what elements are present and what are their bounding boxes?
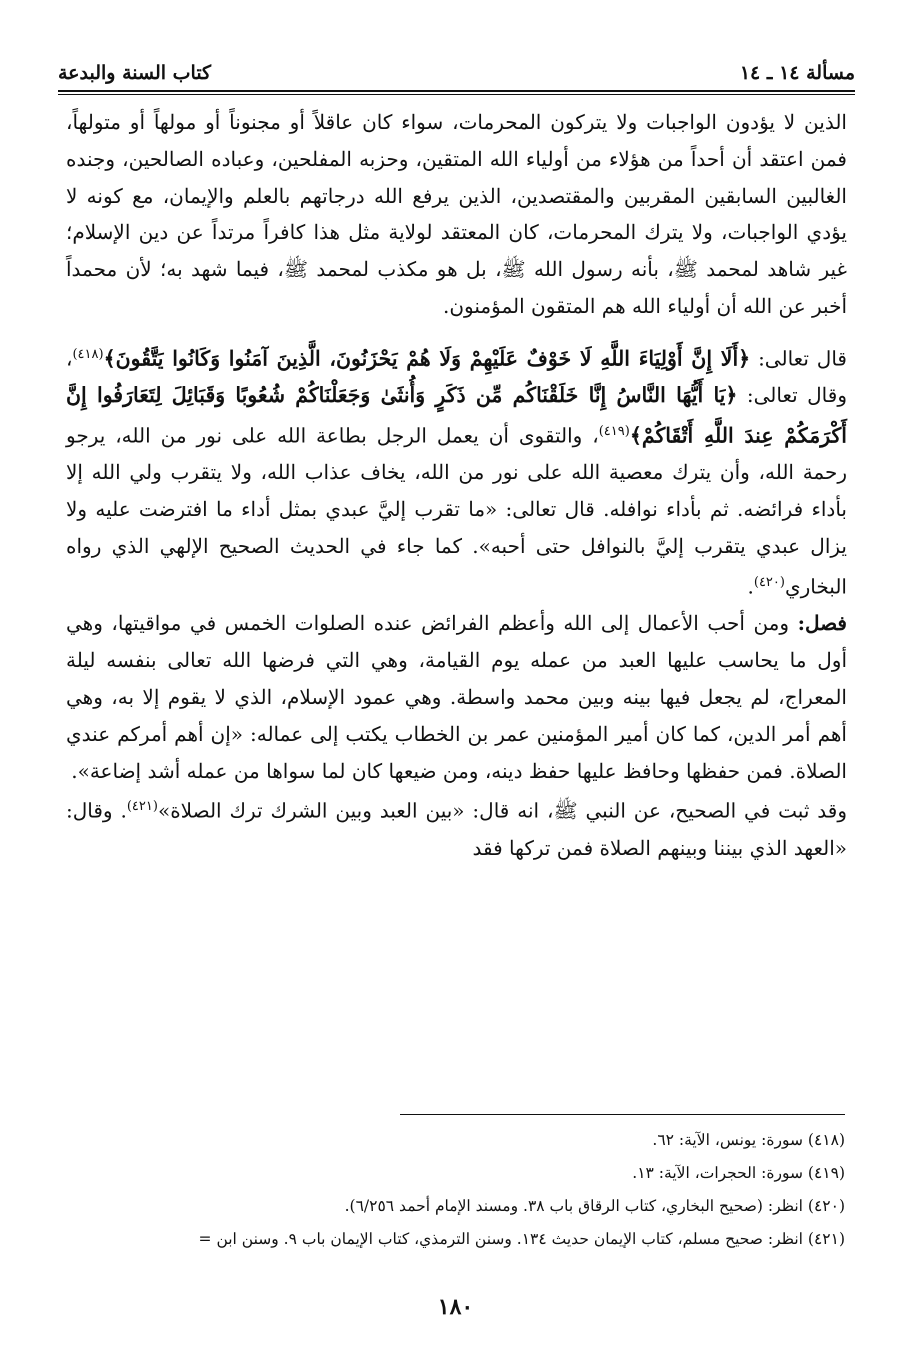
paragraph-2 bbox=[66, 337, 847, 606]
footnote-ref-419: (٤١٩) bbox=[598, 424, 630, 440]
quran-verse-1: ﴿أَلَا إِنَّ أَوْلِيَاءَ اللَّهِ لَا خَوْفٌ عَلَيْهِمْ وَلَا هُمْ يَحْزَنُونَ، الَّذِينَ آمَنُوا وَكَانُوا يَتَّقُونَ﴾ bbox=[103, 346, 751, 371]
footnote-ref-418: (٤١٨) bbox=[72, 346, 104, 362]
paragraph-1: الذين لا يؤدون الواجبات ولا يتركون المحرمات، سواء كان عاقلاً أو مجنوناً أو مولهاً أو متولهاً، فمن اعتقد أن أحداً من هؤلاء من أولياء الله المتقين، وحزبه المفلحين، وعباده الصالحين، وجنده الغالبين السابقين المقربين والمقتصدين، الذين يرفع الله درجاتهم بالعلم والإيمان، مع كونه لا يؤدي الواجبات، ولا يترك المحرمات، كان المعتقد لولاية مثل هذا كافراً مرتداً عن دين الإسلام؛ غير شاهد لمحمد ﷺ، بأنه رسول الله ﷺ، بل هو مكذب لمحمد ﷺ، فيما شهد به؛ لأن محمداً أخبر عن الله أن أولياء الله هم المتقون المؤمنون. bbox=[66, 110, 847, 318]
footnote-421: (٤٢١) انظر: صحيح مسلم، كتاب الإيمان حديث ١٣٤. وسنن الترمذي، كتاب الإيمان باب ٩. وسنن ابن = bbox=[198, 1230, 845, 1248]
paragraph-2-body: ، والتقوى أن يعمل الرجل بطاعة الله على نور من الله، يرجو رحمة الله، وأن يترك معصية الله على نور من الله، يخاف عذاب الله، ولا يتقرب ولي الله إلا بأداء فرائضه. ثم بأداء نوافله. قال تعالى: «ما تقرب إليَّ عبدي بمثل أداء ما افترضت عليه ولا يزال عبدي يتقرب إليَّ بالنوافل حتى أحبه». كما جاء في الحديث الصحيح الإلهي الذي رواه البخاري bbox=[66, 423, 847, 599]
book-title: كتاب السنة والبدعة bbox=[58, 62, 212, 84]
running-header bbox=[58, 40, 855, 84]
paragraph-3-text: ومن أحب الأعمال إلى الله وأعظم الفرائض عنده الصلوات الخمس في مواقيتها، وهي أول ما يحاسب عليها العبد من عمله يوم القيامة، وهي التي فرضها الله تعالى بنفسه ليلة المعراج، لم يجعل فيها بينه وبين محمد واسطة. وهي عمود الإسلام، الذي لا يقوم إلا به، وهي أهم أمر الدين، كما كان أمير المؤمنين عمر بن الخطاب يكتب إلى عماله: «إن أهم أمركم عندي الصلاة. فمن حفظها وحافظ عليها حفظ دينه، ومن ضيعها كان لما سواها من عمله أشد إضاعة». bbox=[66, 611, 847, 783]
header-rule-thin bbox=[58, 94, 855, 95]
page-number: ١٨٠ bbox=[437, 1294, 474, 1320]
footnote-418: (٤١٨) سورة: يونس، الآية: ٦٢. bbox=[652, 1131, 845, 1149]
paragraph-2-intro: قال تعالى: bbox=[750, 346, 847, 371]
paragraph-3 bbox=[66, 605, 847, 789]
footnote-ref-420: (٤٢٠) bbox=[753, 574, 785, 590]
main-text bbox=[66, 104, 847, 867]
footnote-419: (٤١٩) سورة: الحجرات، الآية: ١٣. bbox=[632, 1164, 845, 1182]
quran-verse-2: ﴿يَا أَيُّهَا النَّاسُ إِنَّا خَلَقْنَاكُم مِّن ذَكَرٍ وَأُنثَىٰ وَجَعَلْنَاكُمْ شُعُوبًا وَقَبَائِلَ لِتَعَارَفُوا إِنَّ أَكْرَمَكُمْ عِندَ اللَّهِ أَتْقَاكُمْ﴾ bbox=[66, 383, 847, 448]
paragraph-4-end: . وقال: «العهد الذي بيننا وبينهم الصلاة فمن تركها فقد bbox=[66, 798, 847, 860]
paragraph-4-text: وقد ثبت في الصحيح، عن النبي ﷺ، انه قال: «بين العبد وبين الشرك ترك الصلاة» bbox=[157, 798, 847, 823]
footnote-separator bbox=[400, 1114, 845, 1115]
section-heading: فصل: bbox=[797, 611, 847, 636]
footnote-ref-421: (٤٢١) bbox=[126, 799, 158, 815]
paragraph-4 bbox=[66, 789, 847, 866]
footnotes bbox=[56, 1124, 845, 1256]
issue-label: مسألة ١٤ ـ ١٤ bbox=[739, 62, 855, 84]
paragraph-2-end: . bbox=[747, 574, 754, 599]
footnote-420: (٤٢٠) انظر: (صحيح البخاري، كتاب الرقاق باب ٣٨. ومسند الإمام أحمد ٦/٢٥٦). bbox=[344, 1197, 845, 1215]
paragraph-2-mid: ، وقال تعالى: bbox=[66, 346, 847, 408]
header-rule bbox=[58, 90, 855, 92]
